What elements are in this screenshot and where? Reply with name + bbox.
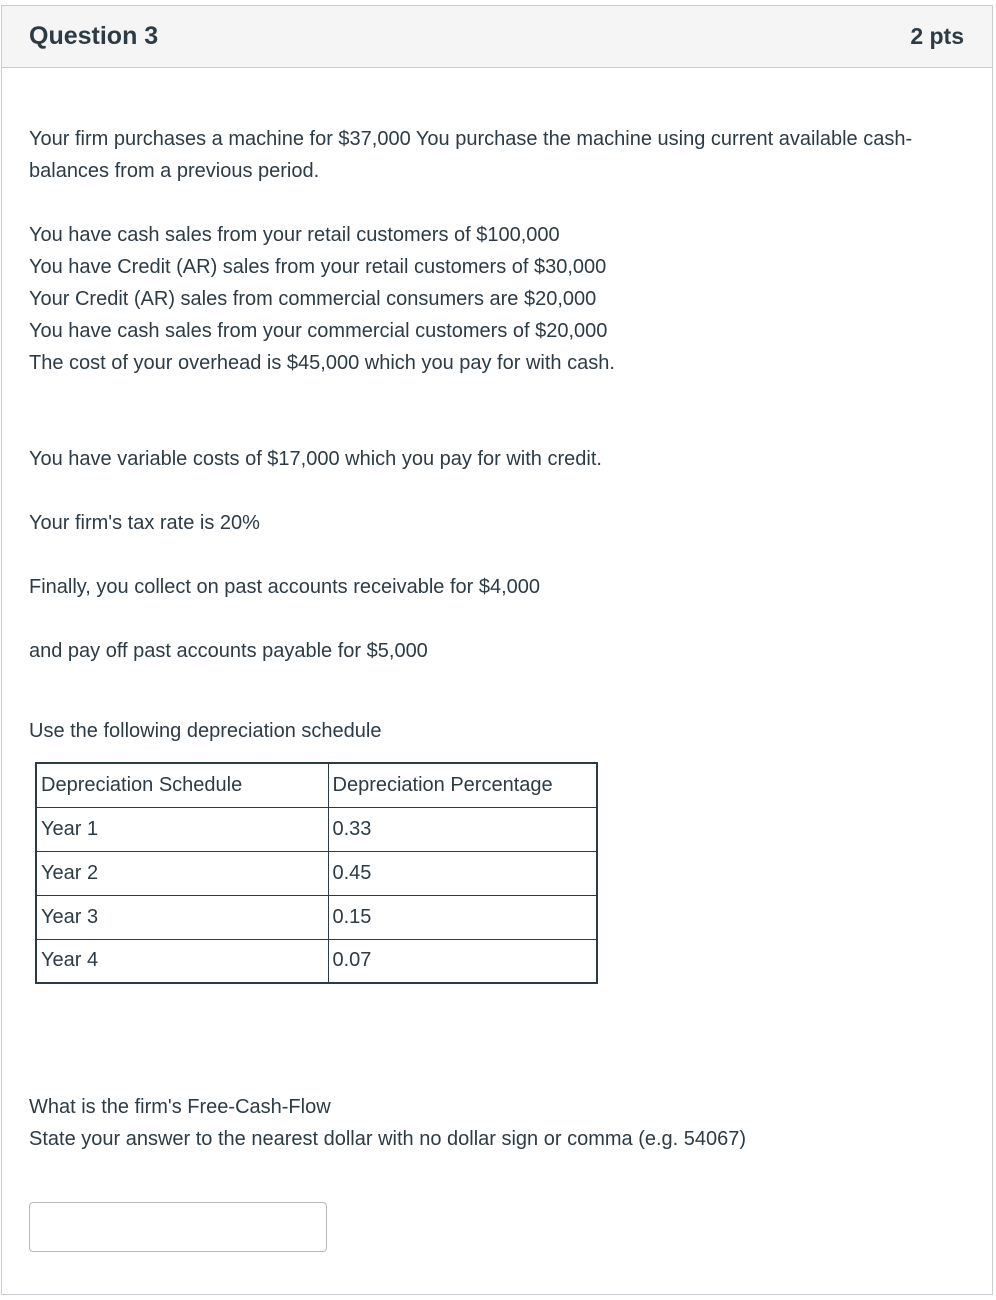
table-row bbox=[36, 939, 597, 983]
schedule-intro-text: Use the following depreciation schedule bbox=[29, 720, 382, 742]
table-cell-year: Year 3 bbox=[36, 895, 328, 939]
table-row bbox=[36, 807, 597, 851]
prompt-question: What is the firm's Free-Cash-Flow bbox=[29, 1096, 331, 1118]
table-cell-year: Year 2 bbox=[36, 851, 328, 895]
sales-line-4: You have cash sales from your commercial customers of $20,000 bbox=[29, 320, 608, 342]
table-cell-percentage: 0.33 bbox=[328, 807, 597, 851]
tax-rate-text: Your firm's tax rate is 20% bbox=[29, 512, 260, 534]
prompt-instruction: State your answer to the nearest dollar with no dollar sign or comma (e.g. 54067) bbox=[29, 1128, 747, 1150]
overhead-line: The cost of your overhead is $45,000 which you pay for with cash. bbox=[29, 352, 615, 374]
answer-input[interactable] bbox=[29, 1202, 327, 1252]
question-card bbox=[1, 5, 993, 1295]
table-header-cell: Depreciation Schedule bbox=[36, 763, 328, 807]
table-row bbox=[36, 895, 597, 939]
table-cell-percentage: 0.07 bbox=[328, 939, 597, 983]
sales-line-1: You have cash sales from your retail customers of $100,000 bbox=[29, 224, 560, 246]
sales-line-2: You have Credit (AR) sales from your retail customers of $30,000 bbox=[29, 256, 607, 278]
question-title: Question 3 bbox=[29, 22, 159, 50]
intro-text: Your firm purchases a machine for $37,000 You purchase the machine using current available cash-balances from a previous period. bbox=[29, 128, 913, 182]
table-cell-percentage: 0.15 bbox=[328, 895, 597, 939]
pay-ap-text: and pay off past accounts payable for $5,000 bbox=[29, 640, 428, 662]
table-header-cell: Depreciation Percentage bbox=[328, 763, 597, 807]
table-row bbox=[36, 851, 597, 895]
table-header-row bbox=[36, 763, 597, 807]
collect-ar-text: Finally, you collect on past accounts receivable for $4,000 bbox=[29, 576, 541, 598]
depreciation-table bbox=[35, 762, 598, 984]
question-header bbox=[2, 6, 992, 68]
question-points: 2 pts bbox=[910, 23, 964, 49]
sales-line-3: Your Credit (AR) sales from commercial consumers are $20,000 bbox=[29, 288, 597, 310]
table-cell-percentage: 0.45 bbox=[328, 851, 597, 895]
table-cell-year: Year 4 bbox=[36, 939, 328, 983]
variable-costs-text: You have variable costs of $17,000 which you pay for with credit. bbox=[29, 448, 602, 470]
table-cell-year: Year 1 bbox=[36, 807, 328, 851]
